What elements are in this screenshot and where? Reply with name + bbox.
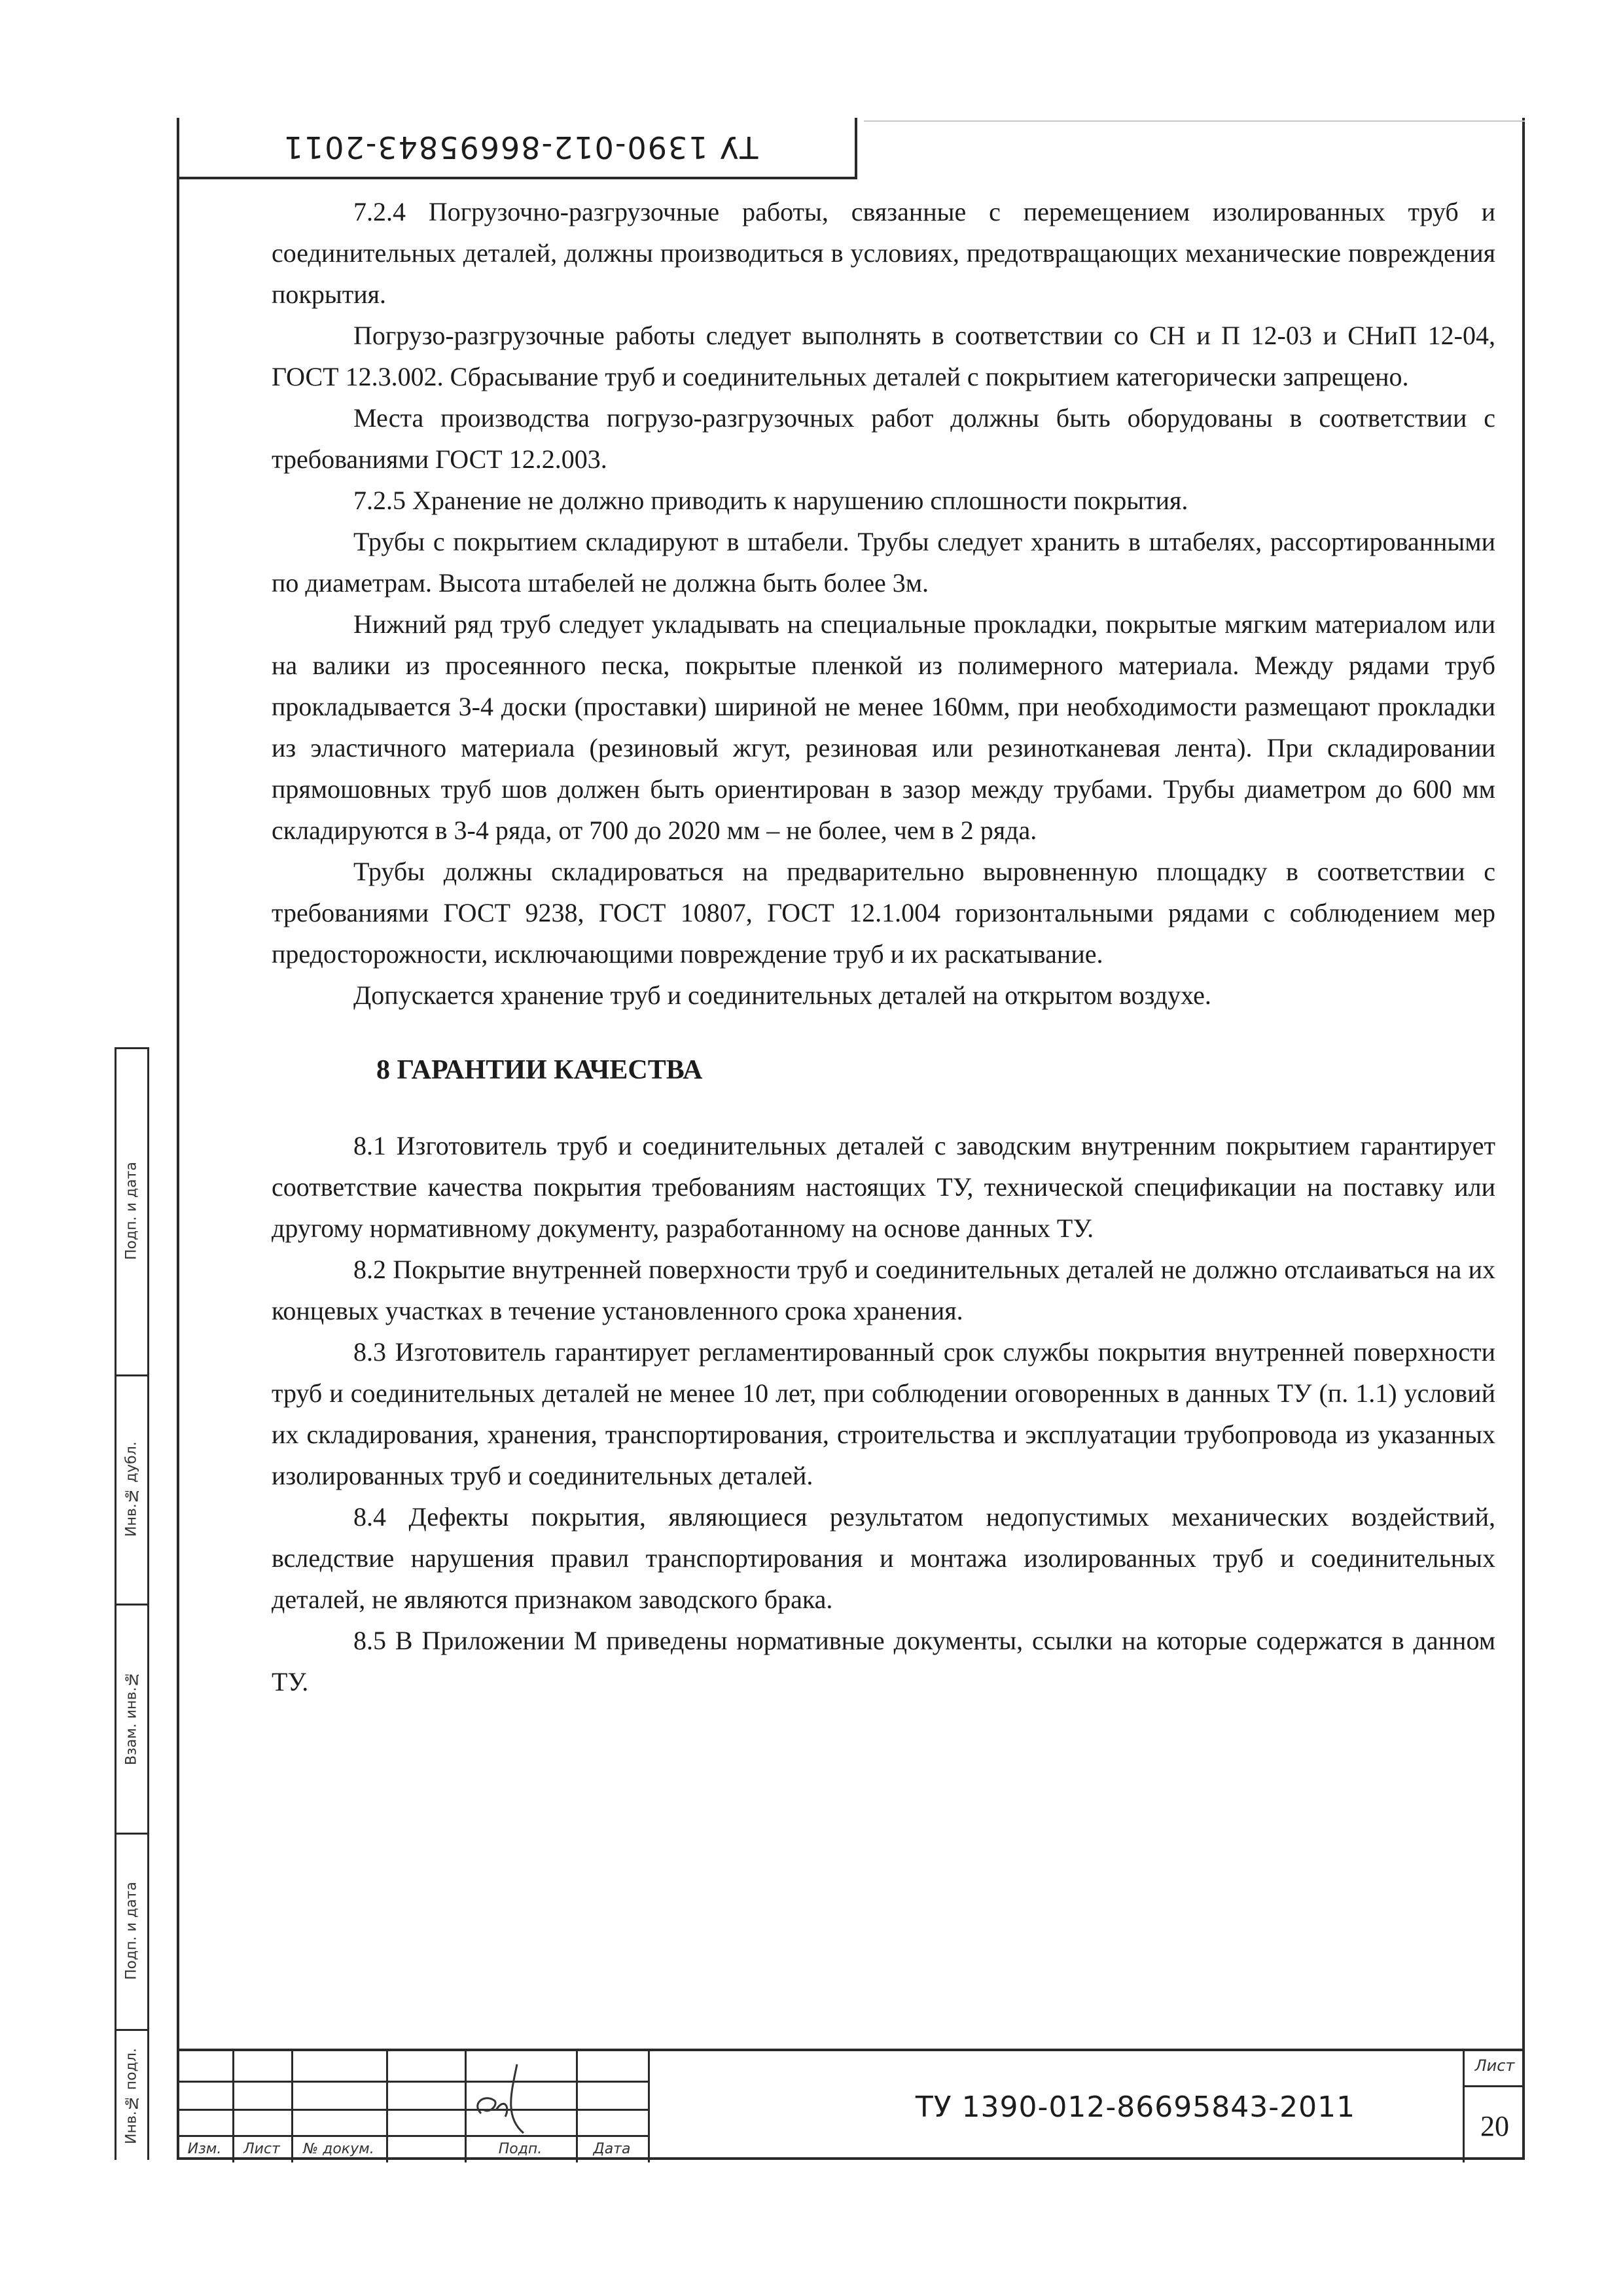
document-body: [272, 191, 1495, 1702]
paragraph-stacking: Трубы с покрытием складируют в штабели. Трубы следует хранить в штабелях, рассортированными по диаметрам. Высота штабелей не должна быть более 3м.: [272, 527, 1495, 598]
tb-sheet-number: 20: [1480, 2109, 1509, 2142]
header-box-divider: [855, 118, 857, 179]
paragraph-8-4: 8.4 Дефекты покрытия, являющиеся результатом недопустимых механических воздействий, вследствие нарушения правил транспортирования и монтажа изолированных труб и соединительных деталей, не являются признаком заводского брака.: [272, 1502, 1495, 1614]
signature-mark: [458, 2051, 543, 2136]
tb-label-dokum: № докум.: [303, 2140, 374, 2157]
tb-line: [177, 2135, 648, 2137]
paragraph-storage-site: Трубы должны складироваться на предварительно выровненную площадку в соответствии с требованиями ГОСТ 9238, ГОСТ 10807, ГОСТ 12.1.004 горизонтальными рядами с соблюдением мер предосторожности, исключающими повреждение труб и их раскатывание.: [272, 857, 1495, 969]
tb-line: [177, 2109, 648, 2111]
paragraph-8-3: 8.3 Изготовитель гарантирует регламентированный срок службы покрытия внутренней поверхности труб и соединительных деталей не менее 10 лет, при соблюдении оговоренных в данных ТУ (п. 1.1) условий их складирования, хранения, транспортирования, строительства и эксплуатации трубопровода из указанных изолированных труб и соединительных деталей.: [272, 1337, 1495, 1490]
paragraph-8-1: 8.1 Изготовитель труб и соединительных деталей с заводским внутренним покрытием гарантирует соответствие качества покрытия требованиям настоящих ТУ, технической спецификации на поставку или другому нормативному документу, разработанному на основе данных ТУ.: [272, 1131, 1495, 1243]
tb-line: [386, 2051, 388, 2162]
header-box-line: [177, 177, 857, 179]
tb-label-list: Лист: [243, 2140, 280, 2157]
tb-label-data: Дата: [593, 2140, 631, 2157]
tb-line: [177, 2081, 648, 2083]
side-label-podp-data-bottom: Подп. и дата: [123, 1882, 140, 1980]
paragraph-7-2-4: 7.2.4 Погрузочно-разгрузочные работы, связанные с перемещением изолированных труб и соединительных деталей, должны производиться в условиях, предотвращающих механические повреждения покрытия.: [272, 197, 1495, 309]
side-label-inv-dubl: Инв.№ дубл.: [123, 1441, 140, 1537]
side-stamp: [115, 1047, 177, 2160]
paragraph-loading-rules: Погрузо-разгрузочные работы следует выполнять в соответствии со СН и П 12-03 и СНиП 12-04, ГОСТ 12.3.002. Сбрасывание труб и соединительных деталей с покрытием категорически запрещено.: [272, 321, 1495, 391]
tb-label-izm: Изм.: [187, 2140, 222, 2157]
paragraph-8-2: 8.2 Покрытие внутренней поверхности труб и соединительных деталей не должно отслаиваться на их концевых участках в течение установленного срока хранения.: [272, 1255, 1495, 1325]
paragraph-loading-places: Места производства погрузо-разгрузочных работ должны быть оборудованы в соответствии с требованиями ГОСТ 12.2.003.: [272, 403, 1495, 474]
paragraph-7-2-5: 7.2.5 Хранение не должно приводить к нарушению сплошности покрытия.: [353, 486, 1188, 515]
side-stamp-border-inner: [147, 1047, 149, 2160]
paragraph-8-5: 8.5 В Приложении М приведены нормативные документы, ссылки на которые содержатся в данном ТУ.: [272, 1626, 1495, 1696]
tb-label-podp: Подп.: [498, 2140, 543, 2157]
side-label-inv-podl: Инв.№ подл.: [123, 2048, 140, 2144]
side-label-podp-data-top: Подп. и дата: [123, 1162, 140, 1260]
section-heading-quality: 8 ГАРАНТИИ КАЧЕСТВА: [376, 1055, 703, 1085]
header-doc-code: ТУ 1390-012-86695843-2011: [282, 130, 758, 165]
paragraph-open-air: Допускается хранение труб и соединительных деталей на открытом воздухе.: [353, 980, 1211, 1010]
frame-top-faint-line: [864, 120, 1525, 122]
side-label-vzam-inv: Взам. инв.№: [123, 1670, 140, 1766]
tb-doc-code: ТУ 1390-012-86695843-2011: [915, 2090, 1356, 2124]
tb-sheet-label: Лист: [1474, 2056, 1515, 2075]
title-block: [177, 2049, 1525, 2160]
paragraph-bottom-row: Нижний ряд труб следует укладывать на специальные прокладки, покрытые мягким материалом или на валики из просеянного песка, покрытые пленкой из полимерного материала. Между рядами труб прокладывается 3-4 доски (проставки) шириной не менее 160мм, при необходимости размещают прокладки из эластичного материала (резиновый жгут, резиновая или резинотканевая лента). При складировании прямошовных труб шов должен быть ориентирован в зазор между трубами. Трубы диаметром до 600 мм складируются в 3-4 ряда, от 700 до 2020 мм – не более, чем в 2 ряда.: [272, 609, 1495, 845]
